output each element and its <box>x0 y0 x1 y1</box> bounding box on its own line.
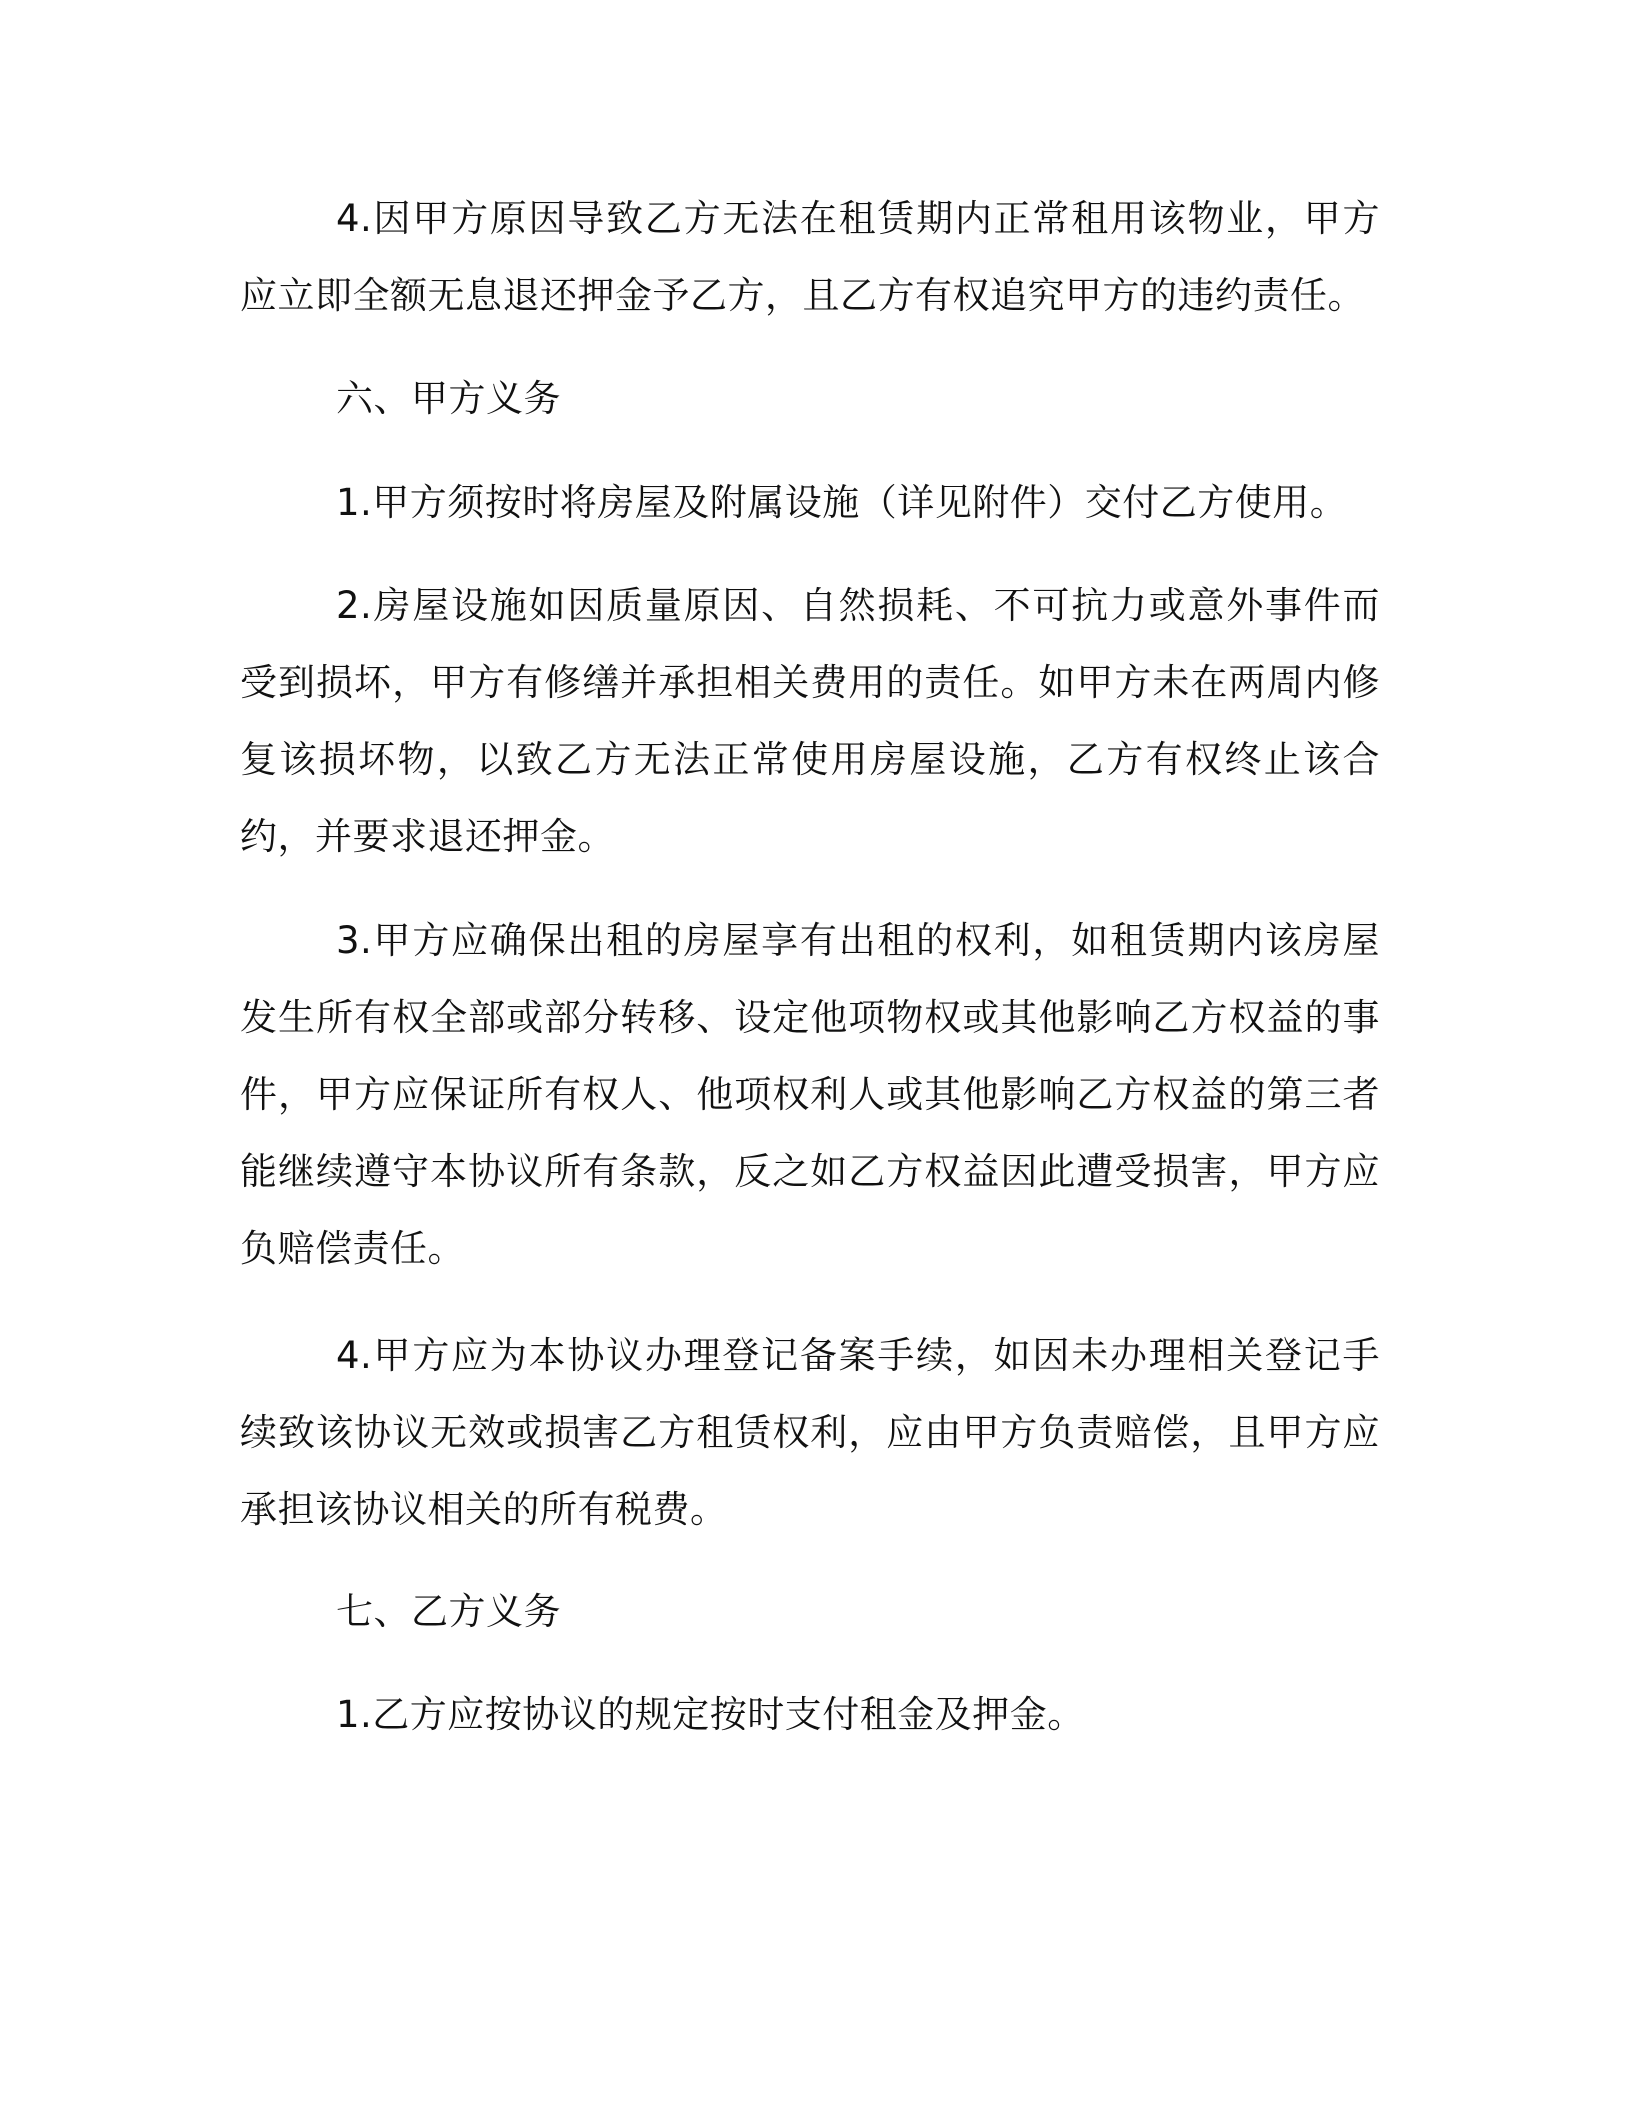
paragraph-b-1: 1.乙方应按协议的规定按时支付租金及押金。 <box>336 1693 1085 1736</box>
section-heading-party-b-obligations: 七、乙方义务 <box>336 1590 561 1633</box>
paragraph-a-2: 2.房屋设施如因质量原因、自然损耗、不可抗力或意外事件而受到损坏，甲方有修缮并承担相关费用的责任。如甲方未在两周内修复该损坏物，以致乙方无法正常使用房屋设施，乙方有权终止该合约，并要求退还押金。 <box>240 584 1380 858</box>
section-heading-party-a-obligations: 六、甲方义务 <box>336 377 561 420</box>
paragraph-deposit-refund: 4.因甲方原因导致乙方无法在租赁期内正常租用该物业，甲方应立即全额无息退还押金予乙方，且乙方有权追究甲方的违约责任。 <box>240 197 1380 317</box>
paragraph-a-1: 1.甲方须按时将房屋及附属设施（详见附件）交付乙方使用。 <box>336 481 1348 524</box>
paragraph-a-4: 4.甲方应为本协议办理登记备案手续，如因未办理相关登记手续致该协议无效或损害乙方租赁权利，应由甲方负责赔偿，且甲方应承担该协议相关的所有税费。 <box>240 1334 1380 1531</box>
paragraph-a-3: 3.甲方应确保出租的房屋享有出租的权利，如租赁期内该房屋发生所有权全部或部分转移、设定他项物权或其他影响乙方权益的事件，甲方应保证所有权人、他项权利人或其他影响乙方权益的第三者能继续遵守本协议所有条款，反之如乙方权益因此遭受损害，甲方应负赔偿责任。 <box>240 919 1380 1270</box>
